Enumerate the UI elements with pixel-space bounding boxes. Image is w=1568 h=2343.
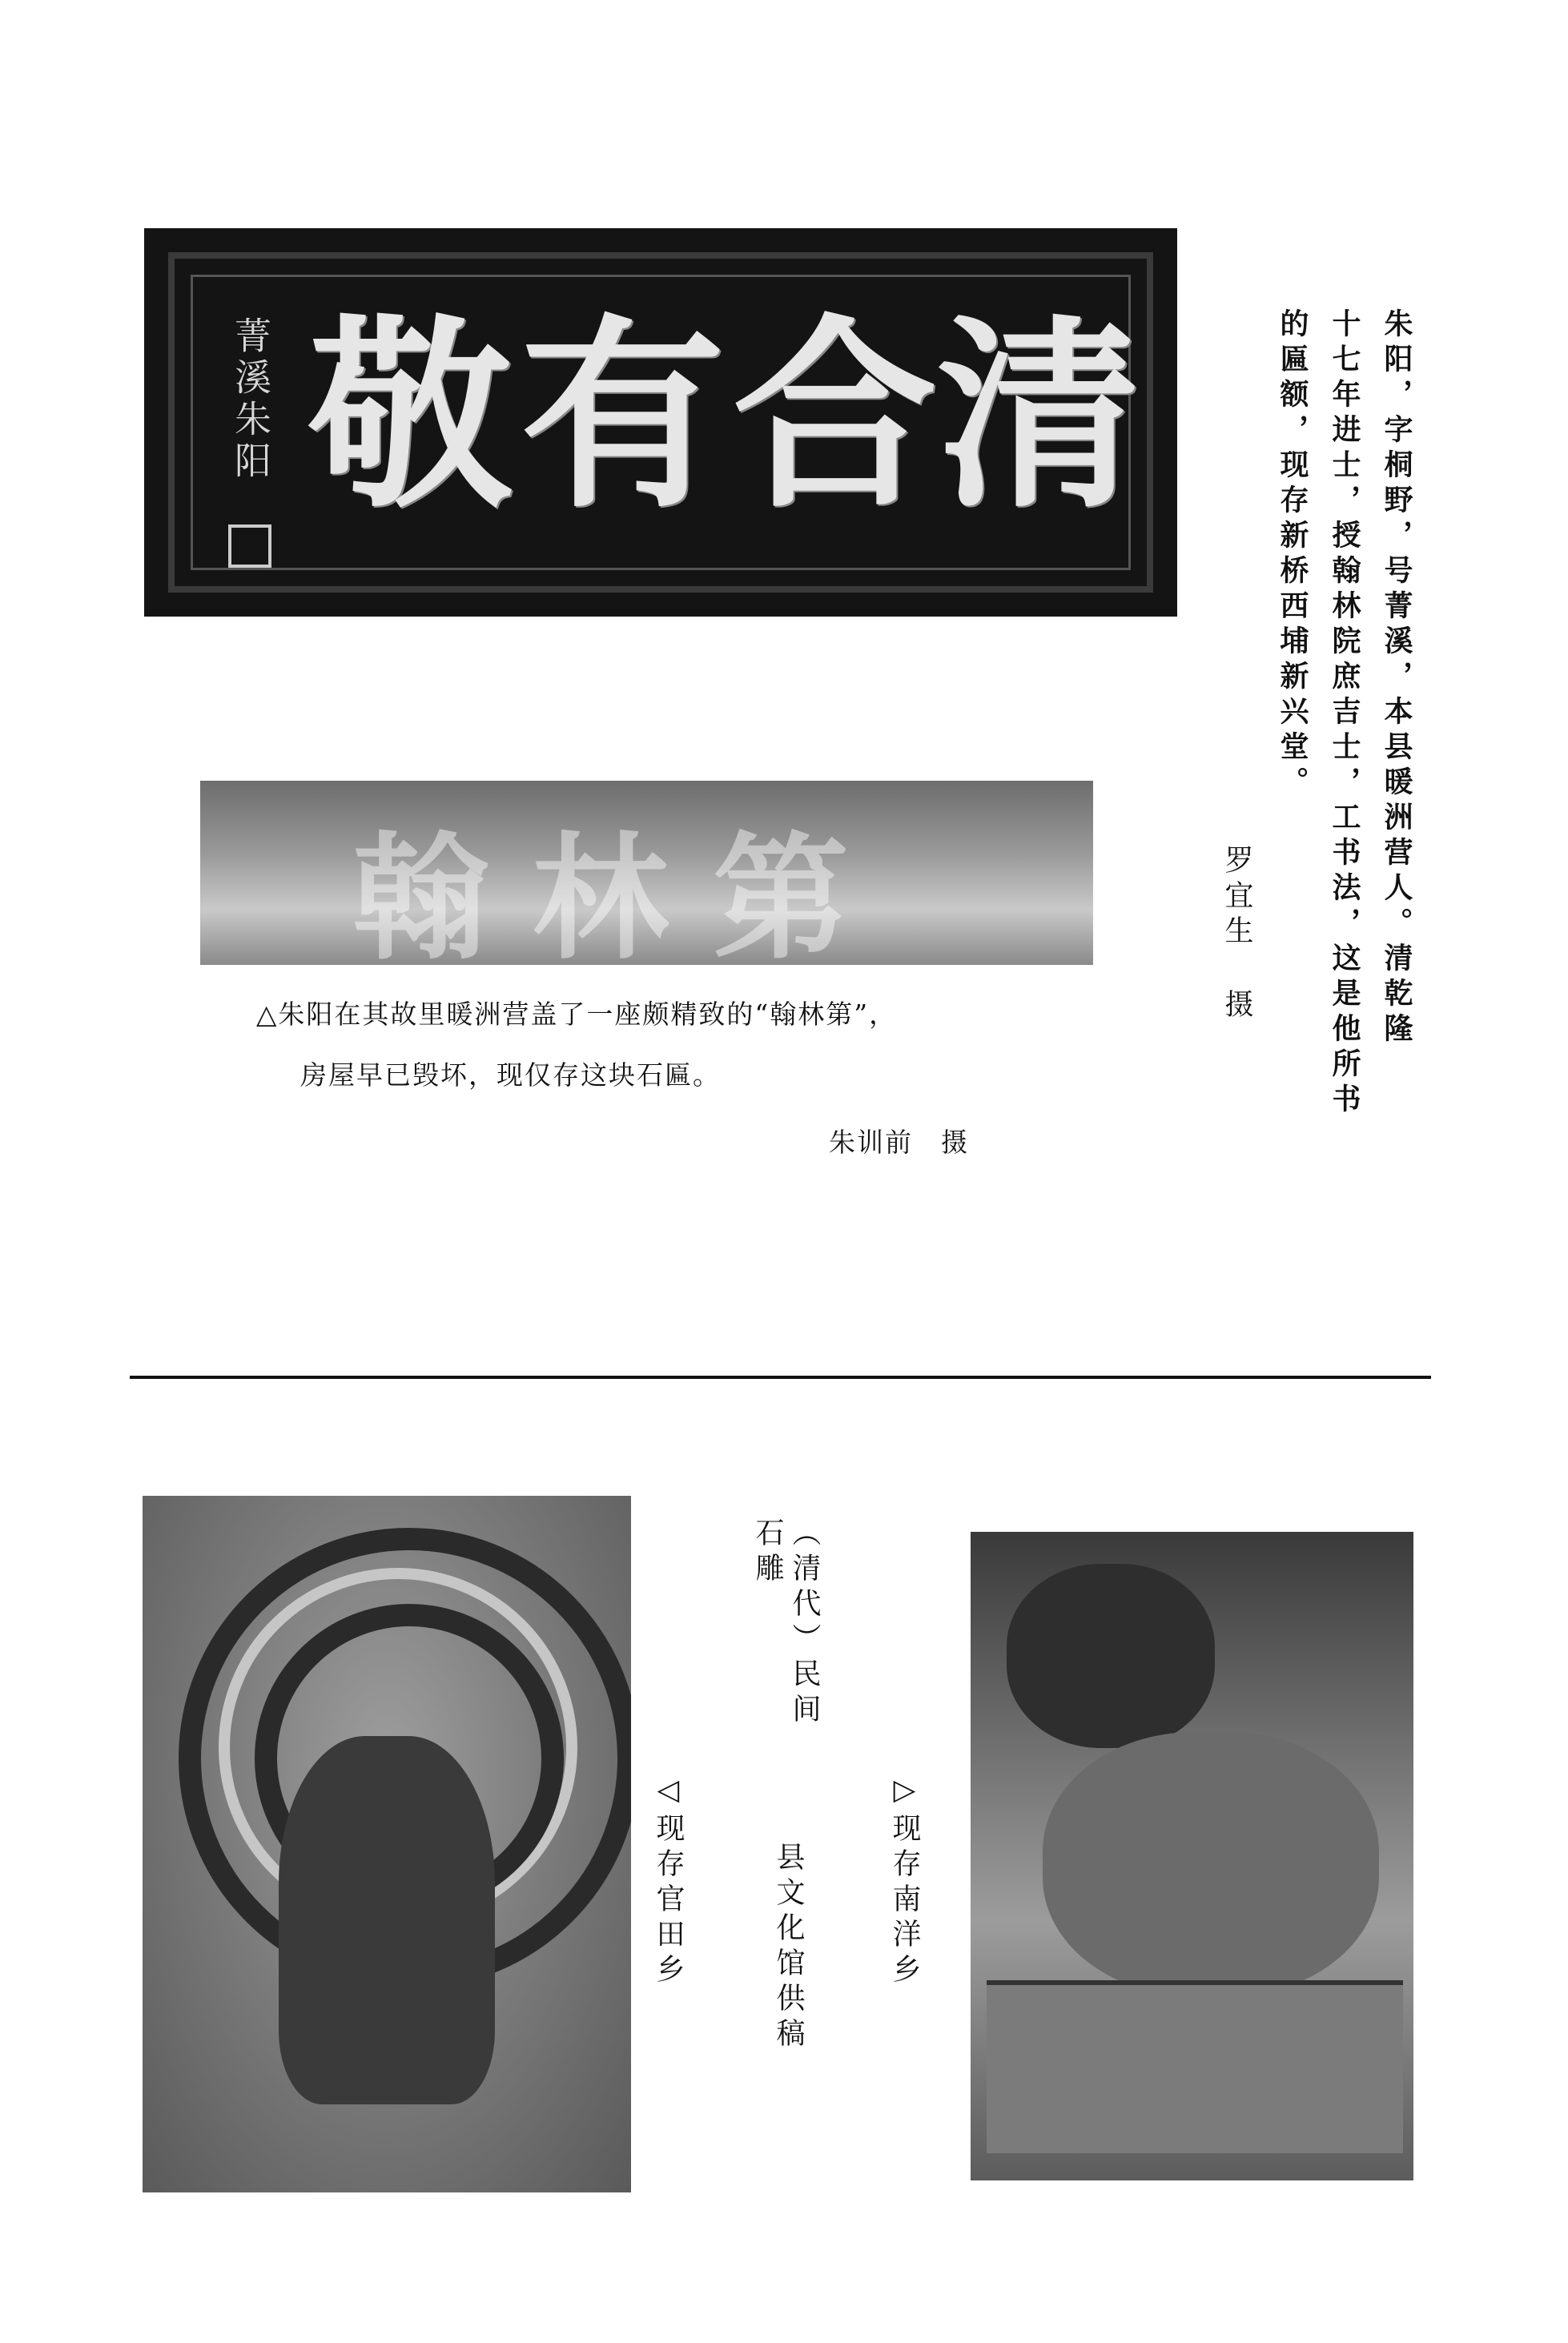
lion-body bbox=[1043, 1732, 1379, 1996]
stone-tablet-chars: 翰林第 bbox=[352, 818, 894, 979]
plaque-char-2: 有 bbox=[521, 296, 726, 536]
carving-location: ◁现存官田乡 bbox=[652, 1774, 685, 1989]
plaque-credit-name: 罗宜生 bbox=[1220, 845, 1253, 950]
stone-carving-photo bbox=[143, 1496, 631, 2192]
plaque-caption-col2: 十七年进士，授翰林院庶吉士，工书法，这是他所书 bbox=[1328, 308, 1361, 1119]
plaque-char-4: 清 bbox=[937, 296, 1142, 536]
bottom-credit: 县文化馆供稿 bbox=[772, 1842, 805, 2053]
plaque-char-1: 敬 bbox=[308, 296, 513, 536]
plaque-char-3: 合 bbox=[733, 296, 938, 536]
section-divider bbox=[130, 1376, 1431, 1379]
plaque-caption-col1: 朱阳，字桐野，号菁溪，本县暖洲营人。清乾隆 bbox=[1380, 308, 1413, 1048]
lion-head bbox=[1007, 1564, 1215, 1748]
plaque-seal bbox=[228, 524, 271, 568]
carving-title: （清代）民间石雕 bbox=[751, 1517, 821, 1729]
stone-tablet-photo bbox=[200, 781, 1093, 979]
carving-figure bbox=[279, 1736, 495, 2104]
stone-caption-line1: △朱阳在其故里暖洲营盖了一座颇精致的“翰林第”， bbox=[256, 999, 898, 1030]
plaque-side-inscription: 菁溪朱阳 bbox=[229, 316, 272, 483]
stone-caption-credit: 朱训前 摄 bbox=[829, 1127, 969, 1158]
lion-location: ▷现存南洋乡 bbox=[888, 1774, 921, 1989]
plaque-photo bbox=[144, 228, 1177, 617]
plaque-credit-verb: 摄 bbox=[1220, 989, 1253, 1024]
stone-caption-line2: 房屋早已毁坏，现仅存这块石匾。 bbox=[300, 1059, 721, 1091]
lion-pedestal bbox=[987, 1980, 1403, 2153]
plaque-caption-col3: 的匾额，现存新桥西埔新兴堂。 bbox=[1276, 308, 1309, 802]
stone-lion-photo bbox=[971, 1532, 1413, 2180]
